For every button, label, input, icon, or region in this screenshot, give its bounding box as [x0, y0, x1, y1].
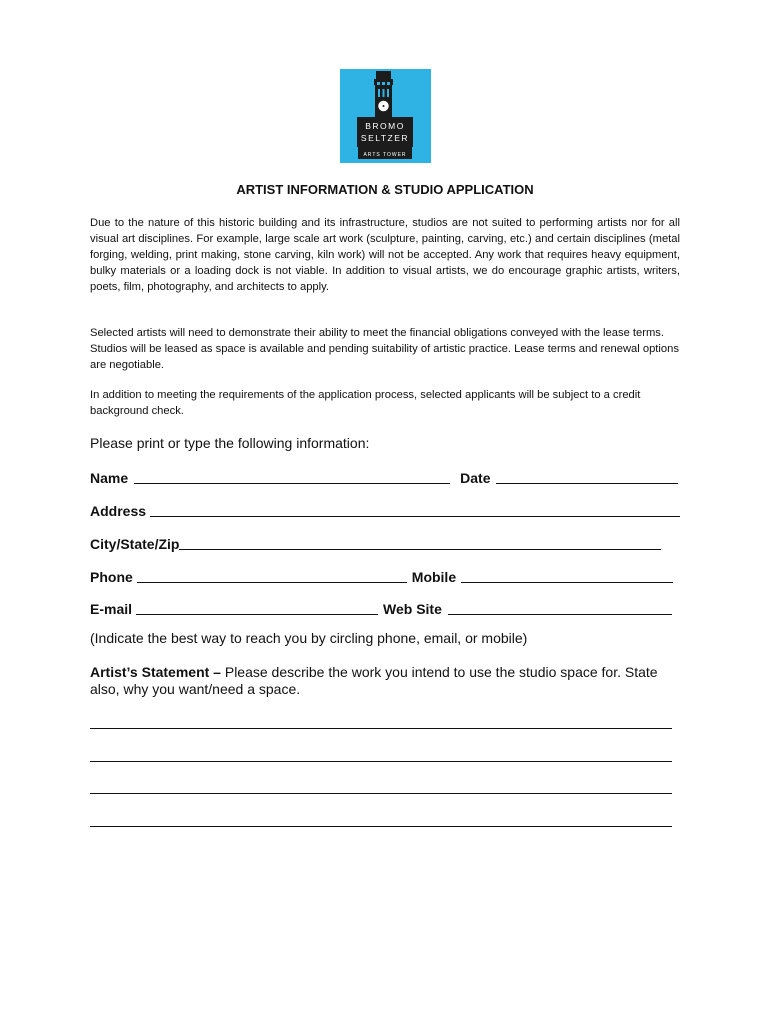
statement-line-4[interactable] — [90, 826, 672, 827]
city-state-zip-label: City/State/Zip — [90, 536, 180, 552]
phone-label: Phone — [90, 569, 133, 585]
tower-logo-graphic — [340, 69, 431, 163]
mobile-label: Mobile — [411, 569, 457, 585]
intro-paragraph-3: In addition to meeting the requirements of the application process, selected applicants will be subject to a credit background check. — [90, 389, 641, 417]
contact-preference-note: (Indicate the best way to reach you by circling phone, email, or mobile) — [90, 630, 528, 646]
email-label: E-mail — [90, 601, 133, 617]
email-field[interactable] — [136, 600, 378, 615]
intro-paragraph-1: Due to the nature of this historic building and its infrastructure, studios are not suited to performing artists nor for all visual art disciplines. For example, large scale art work (sculpture, painting, carving, etc.) and certain disciplines (metal forging, welding, print making, stone carving, kiln work) will not be accepted. Any work that requires heavy equipment, bulky materials or a loading dock is not viable. In addition to visual artists, we do encourage graphic artists, writers, poets, film, photography, and architects to apply. — [90, 217, 680, 293]
instructions-prompt: Please print or type the following information: — [90, 435, 370, 451]
email-website-row — [90, 597, 672, 617]
mobile-field[interactable] — [461, 568, 673, 583]
address-row — [90, 499, 680, 519]
artist-statement-label: Artist’s Statement – — [90, 664, 221, 680]
name-date-row — [90, 466, 678, 486]
page-title: ARTIST INFORMATION & STUDIO APPLICATION — [236, 182, 534, 197]
intro-paragraph-2: Selected artists will need to demonstrate their ability to meet the financial obligations conveyed with the lease terms. Studios will be leased as space is available and pending suitability of artistic practice. Lease terms and renewal options are negotiable. — [90, 327, 679, 371]
logo-line2: SELTZER — [360, 133, 410, 143]
date-label: Date — [460, 470, 491, 486]
phone-mobile-row — [90, 565, 673, 585]
bromo-seltzer-logo — [340, 69, 431, 163]
name-field[interactable] — [134, 469, 450, 484]
phone-field[interactable] — [137, 568, 407, 583]
statement-line-3[interactable] — [90, 793, 672, 794]
artist-statement-text: Please describe the work you intend to use the studio space for. State also, why you want/need a space. — [90, 664, 658, 697]
website-label: Web Site — [383, 601, 442, 617]
logo-line1: BROMO — [365, 121, 405, 131]
city-state-zip-field[interactable] — [179, 535, 661, 550]
statement-line-1[interactable] — [90, 728, 672, 729]
address-field[interactable] — [150, 502, 680, 517]
address-label: Address — [90, 503, 147, 519]
name-label: Name — [90, 470, 129, 486]
statement-line-2[interactable] — [90, 761, 672, 762]
date-field[interactable] — [496, 469, 678, 484]
city-state-zip-row — [90, 532, 661, 552]
logo-line3: ARTS TOWER — [363, 152, 407, 158]
website-field[interactable] — [448, 600, 672, 615]
artist-statement-prompt — [90, 664, 680, 698]
